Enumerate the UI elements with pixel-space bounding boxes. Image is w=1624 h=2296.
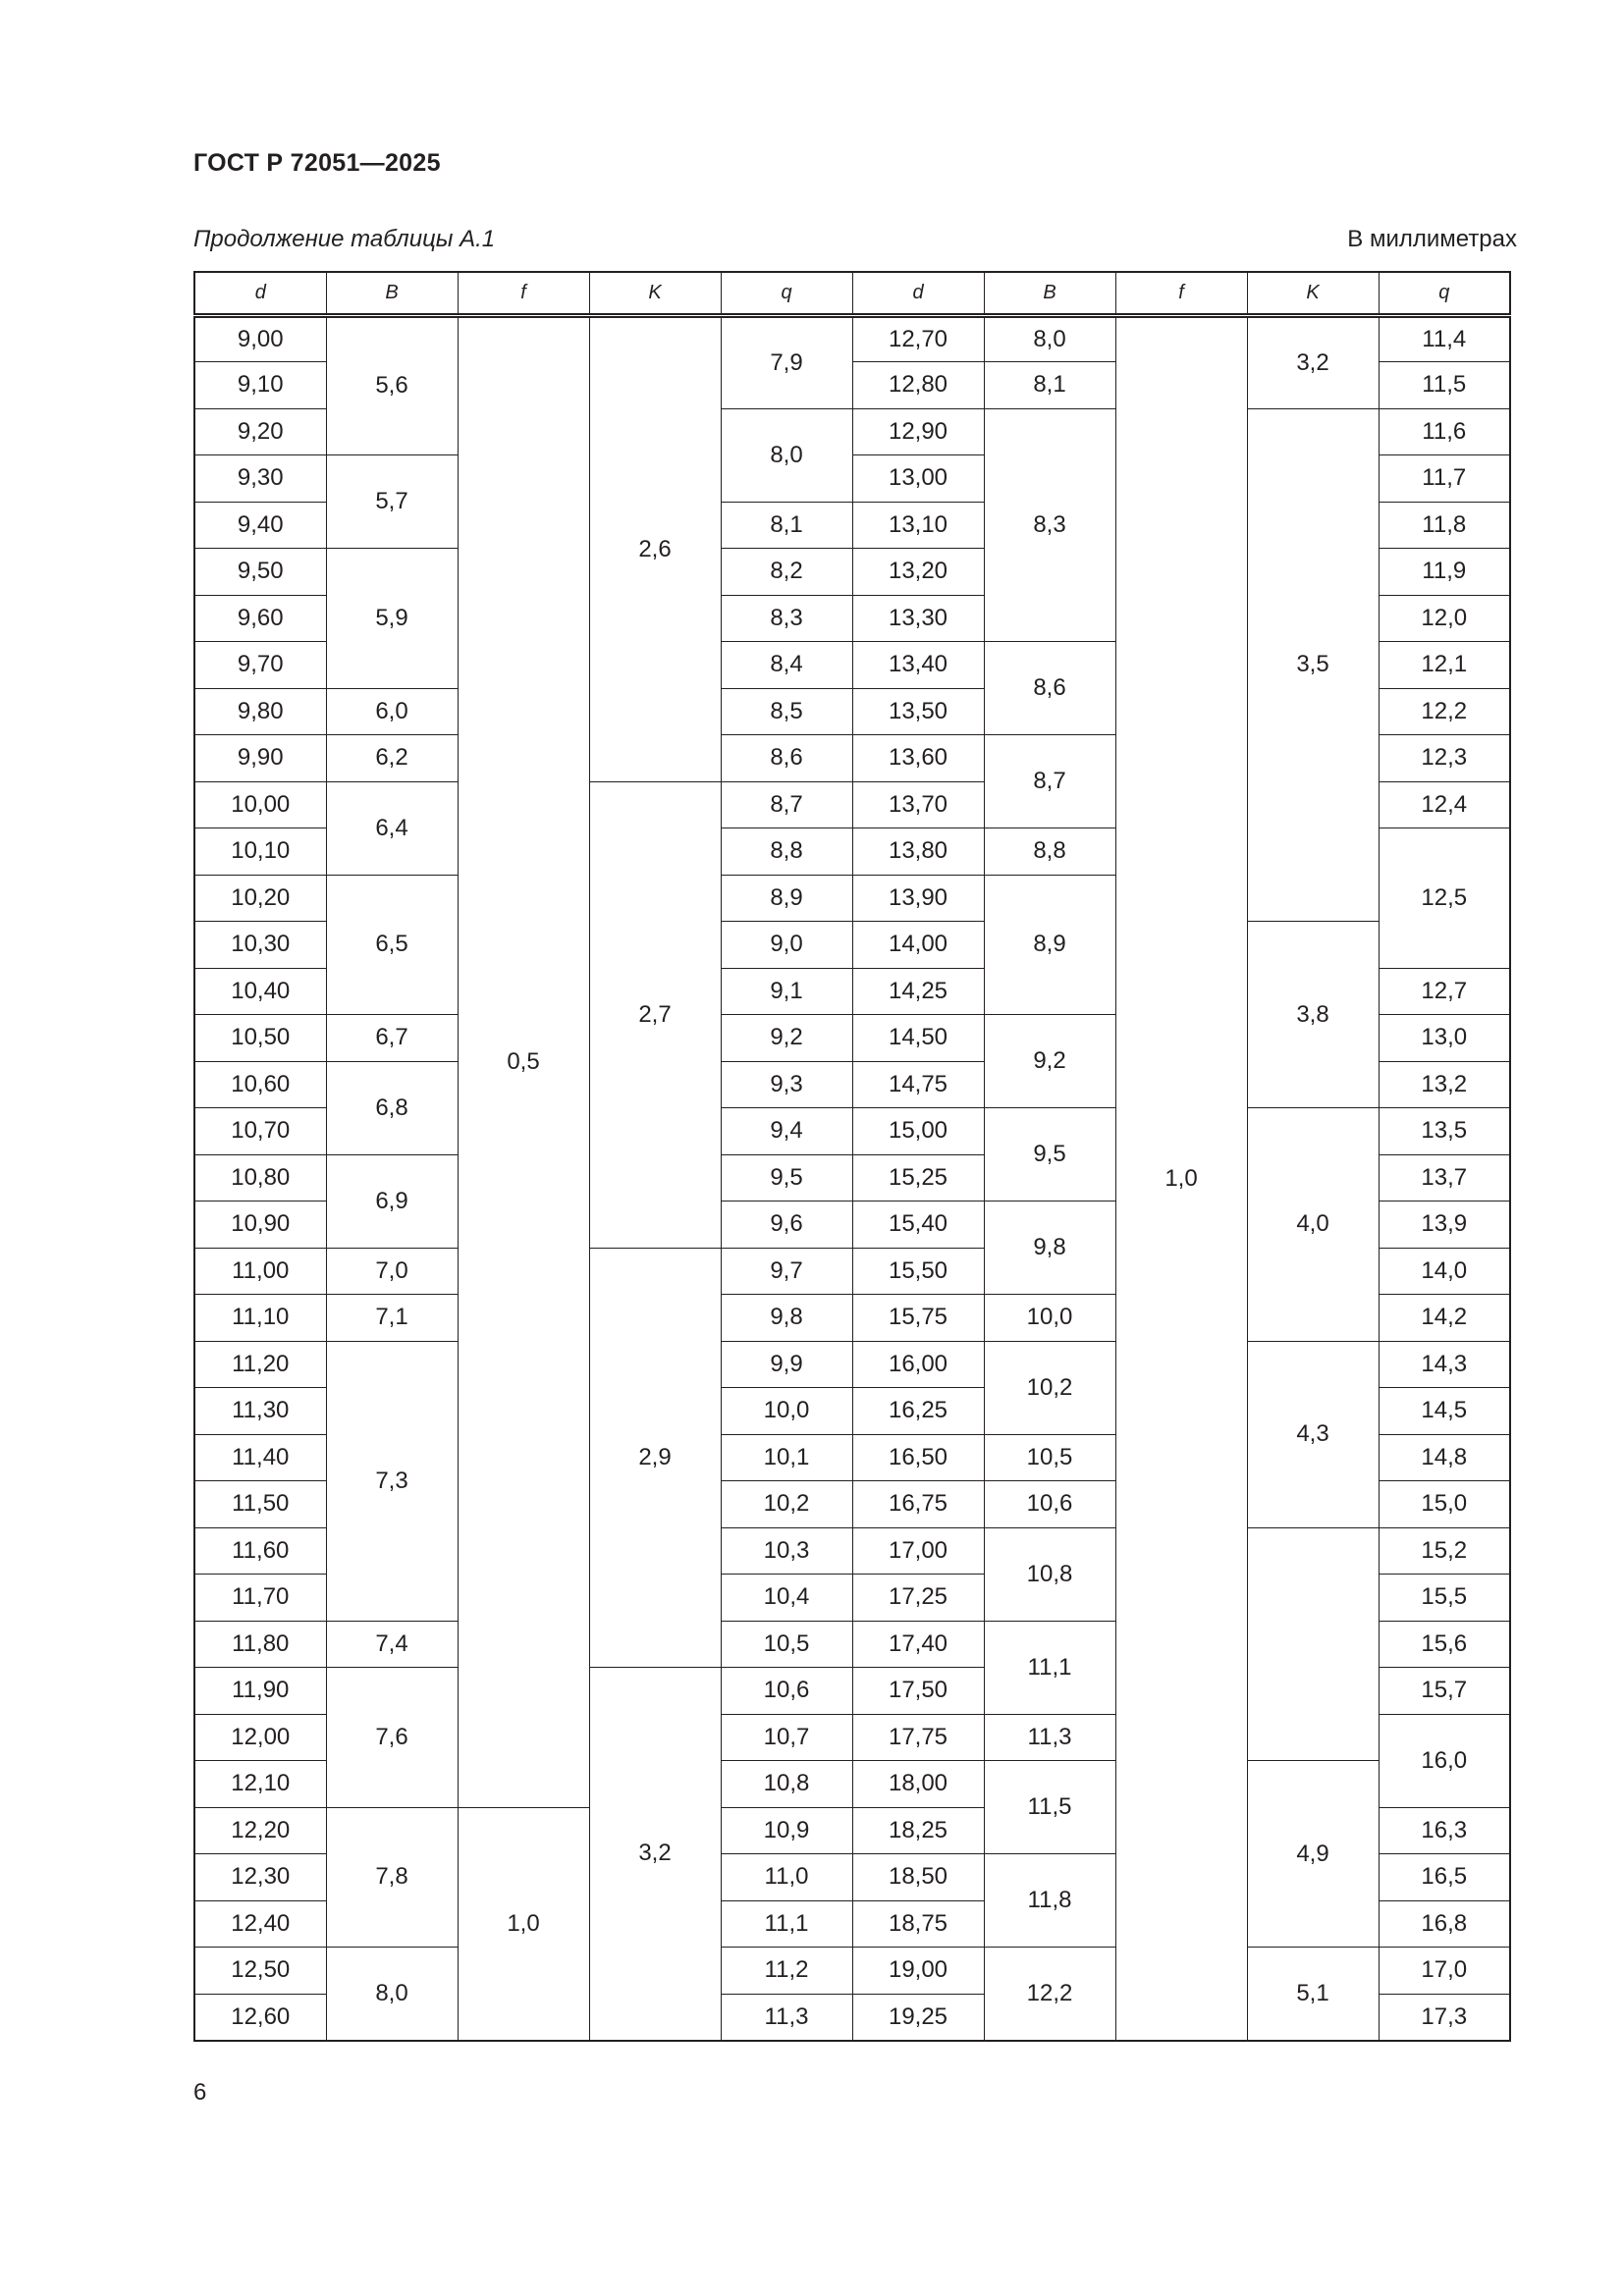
cell-B-right: 8,7 (984, 735, 1115, 828)
cell-q-left: 9,9 (721, 1341, 852, 1388)
column-header-B-left: B (326, 272, 458, 315)
cell-B-right: 9,2 (984, 1015, 1115, 1108)
cell-q-right: 14,5 (1379, 1388, 1510, 1435)
cell-B-left: 5,7 (326, 455, 458, 549)
cell-q-left: 9,1 (721, 968, 852, 1015)
cell-q-left: 10,5 (721, 1621, 852, 1668)
cell-q-left: 8,2 (721, 549, 852, 596)
cell-B-right: 10,6 (984, 1481, 1115, 1528)
cell-K-right: 3,5 (1247, 408, 1379, 922)
cell-d-left: 11,30 (194, 1388, 326, 1435)
cell-d-left: 11,70 (194, 1575, 326, 1622)
cell-q-left: 10,2 (721, 1481, 852, 1528)
table-row (194, 1948, 1510, 1995)
cell-K-right: 4,9 (1247, 1761, 1379, 1948)
cell-B-right: 11,1 (984, 1621, 1115, 1714)
table-caption: Продолжение таблицы А.1 (193, 226, 496, 252)
cell-B-left: 7,1 (326, 1295, 458, 1342)
cell-d-right: 15,25 (852, 1154, 984, 1201)
column-header-q-left: q (721, 272, 852, 315)
cell-B-left: 6,7 (326, 1015, 458, 1062)
cell-d-left: 12,60 (194, 1994, 326, 2041)
cell-d-left: 10,70 (194, 1108, 326, 1155)
cell-d-right: 18,75 (852, 1900, 984, 1948)
cell-d-right: 13,40 (852, 642, 984, 689)
cell-q-left: 9,0 (721, 922, 852, 969)
cell-d-right: 12,90 (852, 408, 984, 455)
cell-B-right: 8,8 (984, 828, 1115, 876)
cell-d-right: 12,80 (852, 362, 984, 409)
cell-q-left: 7,9 (721, 315, 852, 408)
cell-d-left: 9,70 (194, 642, 326, 689)
cell-d-left: 10,00 (194, 781, 326, 828)
cell-d-right: 15,50 (852, 1248, 984, 1295)
cell-B-left: 7,3 (326, 1341, 458, 1621)
cell-d-right: 13,60 (852, 735, 984, 782)
cell-d-right: 18,00 (852, 1761, 984, 1808)
cell-d-left: 9,90 (194, 735, 326, 782)
cell-d-right: 15,00 (852, 1108, 984, 1155)
cell-q-right: 14,8 (1379, 1434, 1510, 1481)
cell-q-right: 12,5 (1379, 828, 1510, 969)
cell-d-right: 16,75 (852, 1481, 984, 1528)
cell-q-left: 9,6 (721, 1201, 852, 1249)
cell-d-right: 13,30 (852, 595, 984, 642)
cell-d-left: 9,40 (194, 502, 326, 549)
cell-B-right: 8,9 (984, 875, 1115, 1015)
cell-B-left: 7,8 (326, 1807, 458, 1948)
cell-d-left: 11,20 (194, 1341, 326, 1388)
cell-q-right: 11,7 (1379, 455, 1510, 503)
cell-d-right: 17,00 (852, 1527, 984, 1575)
cell-q-right: 15,5 (1379, 1575, 1510, 1622)
units-label: В миллиметрах (1347, 226, 1517, 252)
table-header-row (194, 272, 1510, 315)
cell-d-right: 16,25 (852, 1388, 984, 1435)
cell-q-left: 11,1 (721, 1900, 852, 1948)
cell-d-left: 9,50 (194, 549, 326, 596)
cell-q-right: 14,0 (1379, 1248, 1510, 1295)
cell-d-right: 13,90 (852, 875, 984, 922)
cell-d-right: 17,50 (852, 1668, 984, 1715)
cell-q-right: 11,6 (1379, 408, 1510, 455)
cell-B-right: 11,3 (984, 1714, 1115, 1761)
cell-q-left: 10,1 (721, 1434, 852, 1481)
cell-d-left: 10,80 (194, 1154, 326, 1201)
table-body (194, 315, 1510, 2041)
column-header-K-left: K (589, 272, 721, 315)
cell-B-left: 7,4 (326, 1621, 458, 1668)
cell-d-right: 14,25 (852, 968, 984, 1015)
cell-B-left: 6,0 (326, 688, 458, 735)
cell-B-right: 11,5 (984, 1761, 1115, 1854)
cell-B-left: 5,6 (326, 315, 458, 455)
cell-B-right: 10,0 (984, 1295, 1115, 1342)
cell-d-right: 18,25 (852, 1807, 984, 1854)
cell-q-left: 8,9 (721, 875, 852, 922)
cell-B-right: 8,3 (984, 408, 1115, 642)
cell-d-right: 15,40 (852, 1201, 984, 1249)
cell-q-left: 8,0 (721, 408, 852, 502)
cell-f-left: 1,0 (458, 1807, 589, 2041)
cell-d-left: 11,50 (194, 1481, 326, 1528)
cell-B-right: 8,1 (984, 362, 1115, 409)
cell-K-right: 5,1 (1247, 1948, 1379, 2041)
cell-q-right: 13,2 (1379, 1061, 1510, 1108)
cell-K-left: 2,6 (589, 315, 721, 781)
cell-q-left: 9,7 (721, 1248, 852, 1295)
cell-q-right: 16,5 (1379, 1854, 1510, 1901)
cell-q-right: 11,5 (1379, 362, 1510, 409)
column-header-d-right: d (852, 272, 984, 315)
cell-B-left: 6,2 (326, 735, 458, 782)
cell-d-left: 11,90 (194, 1668, 326, 1715)
cell-B-right: 12,2 (984, 1948, 1115, 2041)
cell-d-left: 11,40 (194, 1434, 326, 1481)
cell-q-left: 9,5 (721, 1154, 852, 1201)
cell-q-right: 12,3 (1379, 735, 1510, 782)
cell-q-right: 13,0 (1379, 1015, 1510, 1062)
cell-K-left: 2,7 (589, 781, 721, 1248)
column-header-f-left: f (458, 272, 589, 315)
column-header-f-right: f (1115, 272, 1247, 315)
cell-B-left: 7,0 (326, 1248, 458, 1295)
cell-d-left: 11,60 (194, 1527, 326, 1575)
cell-q-left: 11,3 (721, 1994, 852, 2041)
cell-B-right: 10,2 (984, 1341, 1115, 1434)
cell-B-right: 8,6 (984, 642, 1115, 735)
cell-K-right: 3,2 (1247, 315, 1379, 408)
cell-q-right: 17,3 (1379, 1994, 1510, 2041)
cell-B-left: 6,9 (326, 1154, 458, 1248)
cell-d-left: 9,10 (194, 362, 326, 409)
cell-d-left: 10,50 (194, 1015, 326, 1062)
cell-q-left: 10,8 (721, 1761, 852, 1808)
cell-B-left: 7,6 (326, 1668, 458, 1808)
cell-B-right: 9,5 (984, 1108, 1115, 1201)
cell-K-left: 3,2 (589, 1668, 721, 2041)
cell-q-left: 8,5 (721, 688, 852, 735)
cell-d-left: 9,60 (194, 595, 326, 642)
cell-d-left: 10,30 (194, 922, 326, 969)
cell-q-left: 8,4 (721, 642, 852, 689)
cell-q-right: 15,2 (1379, 1527, 1510, 1575)
cell-K-right: 3,8 (1247, 922, 1379, 1108)
cell-B-right: 8,0 (984, 315, 1115, 362)
cell-d-right: 13,00 (852, 455, 984, 503)
cell-d-right: 13,70 (852, 781, 984, 828)
cell-q-left: 9,3 (721, 1061, 852, 1108)
cell-q-left: 8,1 (721, 502, 852, 549)
cell-K-left: 2,9 (589, 1248, 721, 1668)
cell-B-right: 10,5 (984, 1434, 1115, 1481)
cell-d-left: 10,20 (194, 875, 326, 922)
cell-d-left: 9,30 (194, 455, 326, 503)
cell-B-left: 8,0 (326, 1948, 458, 2041)
cell-q-right: 16,8 (1379, 1900, 1510, 1948)
cell-d-right: 12,70 (852, 315, 984, 362)
cell-d-left: 9,00 (194, 315, 326, 362)
cell-q-left: 8,7 (721, 781, 852, 828)
cell-q-right: 13,9 (1379, 1201, 1510, 1249)
cell-d-right: 16,00 (852, 1341, 984, 1388)
cell-f-left: 0,5 (458, 315, 589, 1807)
cell-q-left: 11,0 (721, 1854, 852, 1901)
cell-q-left: 10,7 (721, 1714, 852, 1761)
cell-d-left: 12,10 (194, 1761, 326, 1808)
cell-q-right: 16,3 (1379, 1807, 1510, 1854)
cell-d-left: 12,40 (194, 1900, 326, 1948)
cell-B-left: 6,8 (326, 1061, 458, 1154)
cell-d-left: 10,10 (194, 828, 326, 876)
cell-d-left: 9,20 (194, 408, 326, 455)
cell-d-right: 14,75 (852, 1061, 984, 1108)
cell-q-left: 10,0 (721, 1388, 852, 1435)
cell-q-right: 11,4 (1379, 315, 1510, 362)
cell-d-right: 13,20 (852, 549, 984, 596)
cell-d-left: 10,40 (194, 968, 326, 1015)
cell-d-left: 11,00 (194, 1248, 326, 1295)
cell-q-right: 14,2 (1379, 1295, 1510, 1342)
cell-d-right: 13,50 (852, 688, 984, 735)
cell-B-right: 10,8 (984, 1527, 1115, 1621)
cell-d-right: 13,10 (852, 502, 984, 549)
cell-q-left: 11,2 (721, 1948, 852, 1995)
cell-B-right: 9,8 (984, 1201, 1115, 1295)
column-header-B-right: B (984, 272, 1115, 315)
cell-q-left: 8,3 (721, 595, 852, 642)
cell-q-left: 10,4 (721, 1575, 852, 1622)
cell-q-right: 12,0 (1379, 595, 1510, 642)
cell-q-left: 8,6 (721, 735, 852, 782)
cell-q-right: 15,0 (1379, 1481, 1510, 1528)
cell-d-right: 14,00 (852, 922, 984, 969)
cell-q-right: 11,8 (1379, 502, 1510, 549)
cell-q-right: 15,6 (1379, 1621, 1510, 1668)
cell-B-left: 6,4 (326, 781, 458, 875)
cell-K-right: 4,3 (1247, 1341, 1379, 1527)
cell-d-right: 14,50 (852, 1015, 984, 1062)
cell-q-left: 9,4 (721, 1108, 852, 1155)
dimensions-table (193, 271, 1511, 2042)
cell-q-right: 17,0 (1379, 1948, 1510, 1995)
page-number: 6 (193, 2079, 207, 2106)
cell-d-left: 9,80 (194, 688, 326, 735)
cell-B-left: 6,5 (326, 875, 458, 1015)
cell-q-right: 13,5 (1379, 1108, 1510, 1155)
cell-d-left: 10,90 (194, 1201, 326, 1249)
cell-q-right: 13,7 (1379, 1154, 1510, 1201)
cell-q-right: 12,2 (1379, 688, 1510, 735)
cell-q-right: 12,7 (1379, 968, 1510, 1015)
cell-q-right: 14,3 (1379, 1341, 1510, 1388)
document-code: ГОСТ Р 72051—2025 (193, 149, 441, 177)
table-row (194, 1341, 1510, 1388)
cell-d-left: 12,20 (194, 1807, 326, 1854)
cell-d-right: 16,50 (852, 1434, 984, 1481)
cell-d-right: 15,75 (852, 1295, 984, 1342)
cell-K-right: 4,0 (1247, 1108, 1379, 1342)
cell-B-left: 5,9 (326, 549, 458, 689)
cell-K-right (1247, 1527, 1379, 1761)
column-header-K-right: K (1247, 272, 1379, 315)
cell-d-right: 13,80 (852, 828, 984, 876)
cell-q-right: 16,0 (1379, 1714, 1510, 1807)
cell-q-right: 15,7 (1379, 1668, 1510, 1715)
cell-d-left: 11,80 (194, 1621, 326, 1668)
cell-q-left: 10,9 (721, 1807, 852, 1854)
table-row (194, 315, 1510, 362)
cell-d-right: 18,50 (852, 1854, 984, 1901)
cell-d-right: 17,40 (852, 1621, 984, 1668)
cell-q-left: 8,8 (721, 828, 852, 876)
cell-q-left: 9,8 (721, 1295, 852, 1342)
cell-d-left: 11,10 (194, 1295, 326, 1342)
cell-d-left: 10,60 (194, 1061, 326, 1108)
cell-d-left: 12,50 (194, 1948, 326, 1995)
cell-q-right: 11,9 (1379, 549, 1510, 596)
cell-q-left: 10,6 (721, 1668, 852, 1715)
cell-d-right: 17,25 (852, 1575, 984, 1622)
cell-d-left: 12,30 (194, 1854, 326, 1901)
cell-d-right: 19,00 (852, 1948, 984, 1995)
cell-q-right: 12,1 (1379, 642, 1510, 689)
cell-q-right: 12,4 (1379, 781, 1510, 828)
cell-f-right: 1,0 (1115, 315, 1247, 2041)
cell-q-left: 9,2 (721, 1015, 852, 1062)
cell-d-left: 12,00 (194, 1714, 326, 1761)
column-header-q-right: q (1379, 272, 1510, 315)
cell-q-left: 10,3 (721, 1527, 852, 1575)
column-header-d-left: d (194, 272, 326, 315)
cell-B-right: 11,8 (984, 1854, 1115, 1948)
cell-d-right: 19,25 (852, 1994, 984, 2041)
cell-d-right: 17,75 (852, 1714, 984, 1761)
